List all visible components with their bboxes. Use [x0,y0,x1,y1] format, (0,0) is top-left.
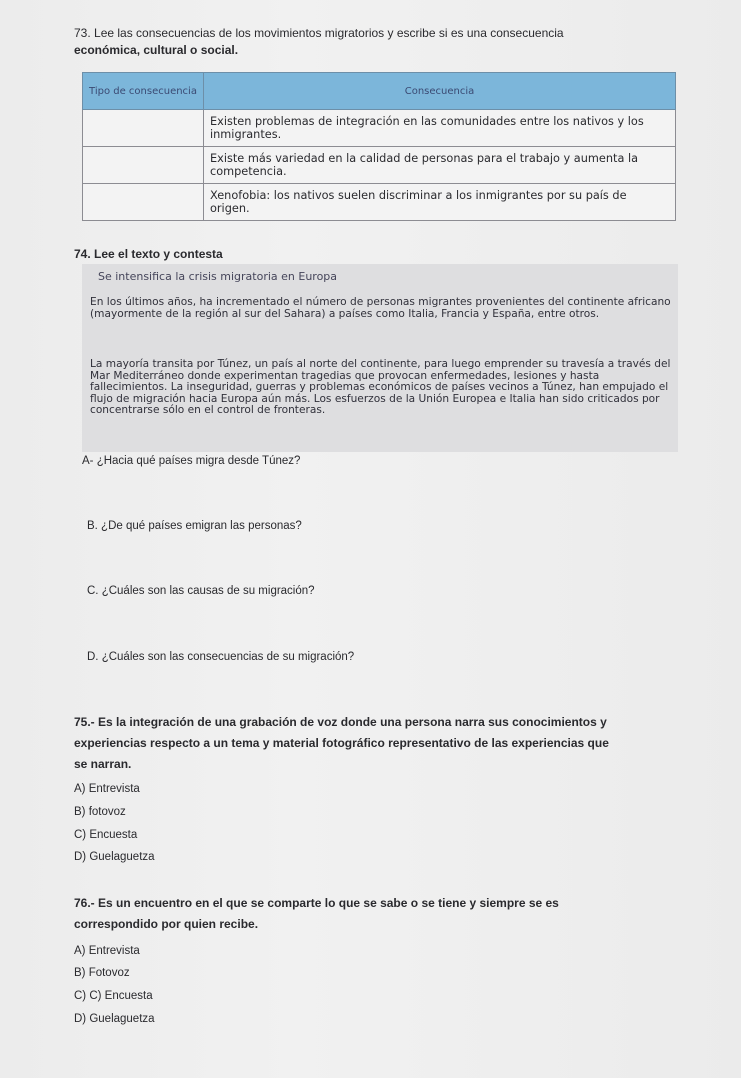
consequence-cell: Xenofobia: los nativos suelen discriminar a los inmigrantes por su país de origen. [204,184,676,221]
option-76-d[interactable]: D) Guelaguetza [74,1013,155,1025]
consequence-cell: Existen problemas de integración en las comunidades entre los nativos y los inmigrantes. [204,110,676,147]
question-74-d: D. ¿Cuáles son las consecuencias de su migración? [87,651,355,663]
table-row [83,110,676,147]
option-76-b[interactable]: B) Fotovoz [74,967,130,979]
question-75-line-1: 75.- Es la integración de una grabación de voz donde una persona narra sus conocimientos y [74,715,607,729]
option-76-a[interactable]: A) Entrevista [74,945,140,957]
reading-paragraph-1: En los últimos años, ha incrementado el número de personas migrantes provenientes del continente africano (mayormente de la región al sur del Sahara) a países como Italia, Francia y España, entre otros. [90,296,671,320]
table-row [83,147,676,184]
question-76-line-1: 76.- Es un encuentro en el que se comparte lo que se sabe o se tiene y siempre se es [74,896,559,910]
option-75-c[interactable]: C) Encuesta [74,829,138,841]
question-73 [74,25,674,59]
question-74-c: C. ¿Cuáles son las causas de su migración? [87,585,315,597]
option-75-a[interactable]: A) Entrevista [74,783,140,795]
reading-paragraph-2: La mayoría transita por Túnez, un país al norte del continente, para luego emprender su travesía a través del Mar Mediterráneo donde experimentan tragedias que provocan enfermedades, lesiones y hasta fallecimientos. La inseguridad, guerras y problemas económicos de países vecinos a Túnez, han empujado el flujo de migración hacia Europa aún más. Los esfuerzos de la Unión Europea e Italia han sido criticados por concentrarse sólo en el control de fronteras. [90,358,671,417]
question-76-line-2: correspondido por quien recibe. [74,917,259,931]
question-74-b: B. ¿De qué países emigran las personas? [87,520,302,532]
question-74-title: 74. Lee el texto y contesta [74,247,223,261]
consequences-table [82,72,676,221]
question-74-a: A- ¿Hacia qué países migra desde Túnez? [82,455,301,467]
question-75-line-3: se narran. [74,757,132,771]
table-header-row [83,73,676,110]
question-75-line-2: experiencias respecto a un tema y material fotográfico representativo de las experiencias que [74,736,609,750]
option-75-d[interactable]: D) Guelaguetza [74,851,155,863]
header-consequence: Consecuencia [204,73,676,110]
option-76-c[interactable]: C) C) Encuesta [74,990,153,1002]
question-75 [74,712,694,775]
header-type: Tipo de consecuencia [83,73,204,110]
type-answer-cell[interactable] [83,110,204,147]
type-answer-cell[interactable] [83,147,204,184]
question-76 [74,893,694,935]
reading-title: Se intensifica la crisis migratoria en Europa [98,270,338,283]
reading-box [82,264,678,452]
table-row [83,184,676,221]
question-73-text: 73. Lee las consecuencias de los movimientos migratorios y escribe si es una consecuencia [74,26,564,40]
type-answer-cell[interactable] [83,184,204,221]
option-75-b[interactable]: B) fotovoz [74,806,126,818]
consequence-cell: Existe más variedad en la calidad de personas para el trabajo y aumenta la competencia. [204,147,676,184]
question-73-text-cont: económica, cultural o social. [74,43,239,57]
